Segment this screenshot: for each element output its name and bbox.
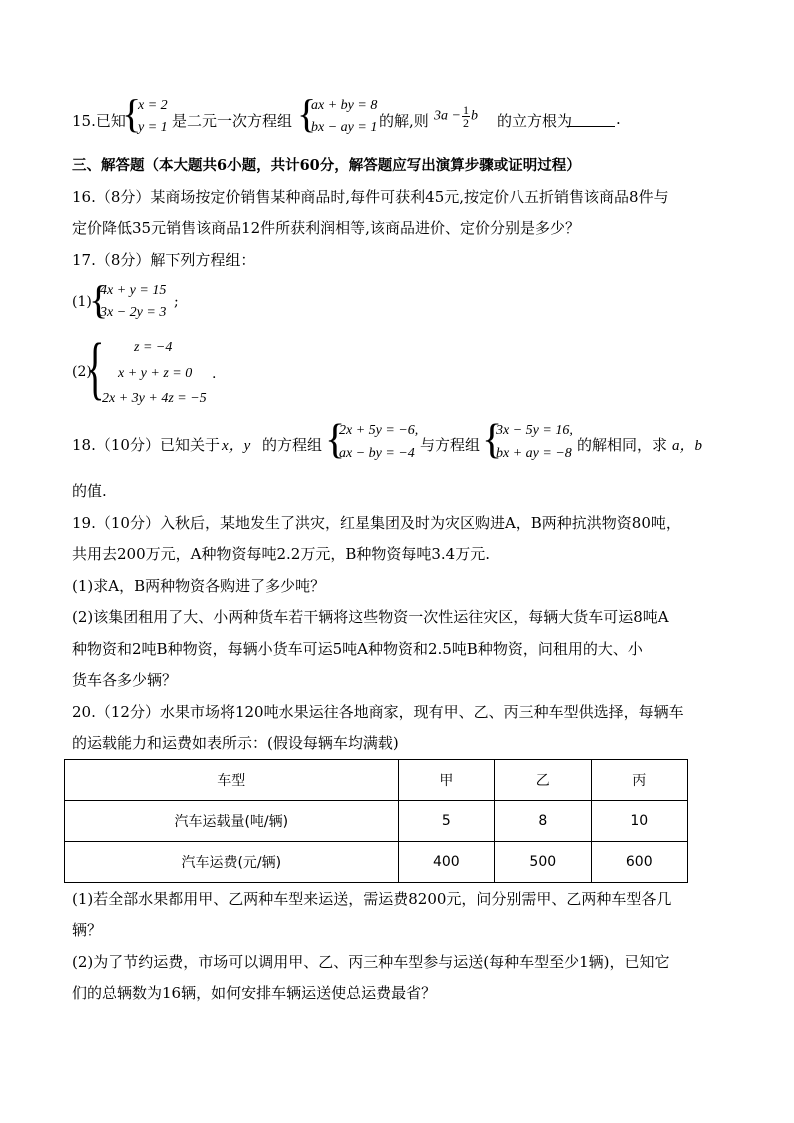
question-15 <box>72 91 732 144</box>
q19-line-5: 种物资和2吨B种物资，每辆小货车可运5吨A种物资和2.5吨B种物资，问租用的大、小 <box>72 640 643 658</box>
table-header-cell: 乙 <box>495 760 591 801</box>
table-header-cell: 甲 <box>398 760 494 801</box>
q17-title: 17.（8分）解下列方程组： <box>72 251 256 269</box>
equation: y = 1 <box>138 120 168 135</box>
q20-line-4: 辆？ <box>72 921 103 939</box>
left-brace-icon: { <box>325 417 346 463</box>
q19-line-6: 货车各多少辆？ <box>72 671 178 689</box>
table-row <box>65 842 688 883</box>
table-cell: 汽车运载量(吨/辆) <box>65 801 399 842</box>
q20-line-3: (1)若全部水果都用甲、乙两种车型来运送，需运费8200元，问分别需甲、乙两种车型各几 <box>72 890 672 908</box>
table-cell: 汽车运费(元/辆) <box>65 842 399 883</box>
q15-after: 的解,则 <box>379 112 429 130</box>
equation: 3x − 2y = 3 <box>100 305 167 320</box>
left-brace-icon: { <box>86 330 105 407</box>
equation: bx + ay = −8 <box>496 446 572 461</box>
table-cell: 400 <box>398 842 494 883</box>
answer-blank[interactable] <box>567 112 615 127</box>
table-cell: 5 <box>398 801 494 842</box>
table-header-row <box>65 760 688 801</box>
part-end: ; <box>174 294 179 310</box>
part-label: (1) <box>72 294 92 310</box>
q15-end: . <box>616 110 621 128</box>
equation: 4x + y = 15 <box>100 283 167 298</box>
q19-line-1: 19.（10分）入秋后，某地发生了洪灾，红星集团及时为灾区购进A，B两种抗洪物资80吨， <box>72 514 681 532</box>
table-cell: 10 <box>591 801 688 842</box>
equation: x + y + z = 0 <box>118 366 193 381</box>
question-18 <box>72 417 732 470</box>
q19-line-4: (2)该集团租用了大、小两种货车若干辆将这些物资一次性运往灾区，每辆大货车可运8吨A <box>72 608 669 626</box>
table-cell: 8 <box>495 801 591 842</box>
q18-prefix: 18.（10分）已知关于 <box>72 436 220 454</box>
q16-line-2: 定价降低35元销售该商品12件所获利润相等,该商品进价、定价分别是多少？ <box>72 219 580 237</box>
equation: 2x + 5y = −6, <box>339 423 419 438</box>
table-cell: 500 <box>495 842 591 883</box>
equation: 2x + 3y + 4z = −5 <box>102 391 207 406</box>
q18-after: 的解相同，求 <box>577 436 668 454</box>
q15-prefix: 15.已知 <box>72 112 126 130</box>
q18-line-2: 的值. <box>72 482 107 500</box>
q18-mid2: 与方程组 <box>420 436 481 454</box>
left-brace-icon: { <box>297 91 317 136</box>
q20-line-6: 们的总辆数为16辆，如何安排车辆运送使总运费最省？ <box>72 984 437 1002</box>
q18-vars-2: a，b <box>672 438 703 454</box>
q16-line-1: 16.（8分）某商场按定价销售某种商品时,每件可获利45元,按定价八五折销售该商品8件与 <box>72 188 669 206</box>
table-header-cell: 车型 <box>65 760 399 801</box>
table-row <box>65 801 688 842</box>
equation: bx − ay = 1 <box>311 120 378 135</box>
q17-part-2 <box>72 330 272 408</box>
equation: x = 2 <box>138 98 168 113</box>
q15-mid: 是二元一次方程组 <box>172 112 293 130</box>
q20-line-2: 的运载能力和运费如表所示：(假设每辆车均满载) <box>72 734 399 752</box>
left-brace-icon: { <box>122 91 142 136</box>
q19-line-2: 共用去200万元，A种物资每吨2.2万元，B种物资每吨3.4万元. <box>72 545 490 563</box>
q20-line-5: (2)为了节约运费，市场可以调用甲、乙、丙三种车型参与运送(每种车型至少1辆)，已知它 <box>72 953 670 971</box>
section-heading: 三、解答题（本大题共6小题，共计60分，解答题应写出演算步骤或证明过程） <box>72 157 581 174</box>
left-brace-icon: { <box>89 277 109 322</box>
q15-expression: 3a − $\frac{1}{2}$ b <box>434 103 478 130</box>
part-end: . <box>212 366 217 382</box>
left-brace-icon: { <box>482 417 503 463</box>
q15-tail: 的立方根为 <box>497 112 573 130</box>
q19-line-3: (1)求A，B两种物资各购进了多少吨？ <box>72 577 326 595</box>
equation: z = −4 <box>134 340 173 355</box>
q18-mid: 的方程组 <box>262 436 323 454</box>
equation: 3x − 5y = 16, <box>496 423 573 438</box>
table-cell: 600 <box>591 842 688 883</box>
q20-line-1: 20.（12分）水果市场将120吨水果运往各地商家，现有甲、乙、丙三种车型供选择，每辆车 <box>72 703 684 721</box>
equation: ax + by = 8 <box>311 98 378 113</box>
vehicle-table <box>64 759 688 883</box>
q18-vars: x，y <box>222 438 251 454</box>
equation: ax − by = −4 <box>339 446 415 461</box>
q17-part-1 <box>72 277 272 327</box>
part-label: (2) <box>72 364 92 380</box>
table-header-cell: 丙 <box>591 760 688 801</box>
